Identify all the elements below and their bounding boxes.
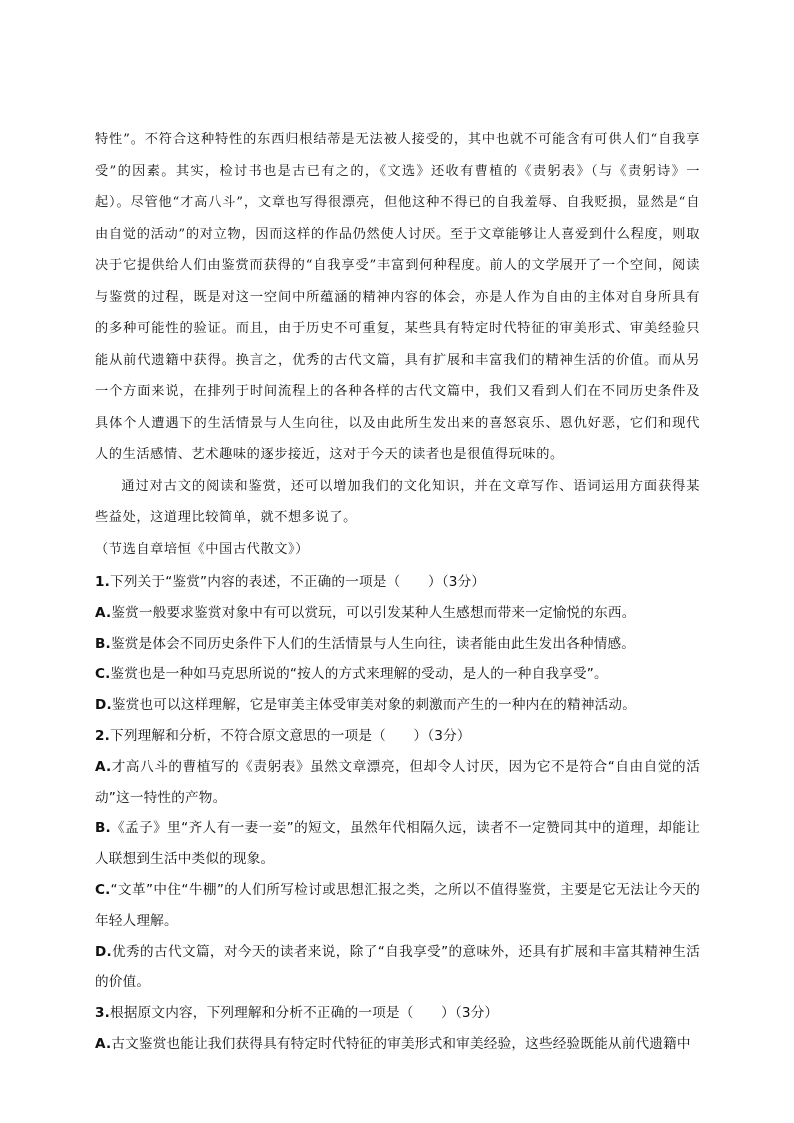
option-item [95,752,700,814]
option-text: 古文鉴赏也能让我们获得具有特定时代特征的审美形式和审美经验，这些经验既能从前代遗籍中 [111,1035,691,1052]
option-text: 《孟子》里“齐人有一妻一妾”的短文，虽然年代相隔久远，读者不一定赞同其中的道理，却能让人联想到生活中类似的现象。 [95,820,700,868]
option-text: 鉴赏是体会不同历史条件下人们的生活情景与人生向往，读者能由此生发出各种情感。 [110,635,636,652]
option-item [95,598,700,629]
option-text: 才高八斗的曹植写的《责躬表》虽然文章漂亮，但却令人讨厌，因为它不是符合“自由自觉的活动”这一特性的产物。 [95,758,700,806]
option-item [95,813,700,875]
option-item [95,1029,700,1060]
option-label: A. [95,604,112,621]
questions-section [95,567,700,1060]
question-text: 根据原文内容，下列理解和分析不正确的一项是（ ）（3分） [110,1005,499,1022]
question-text: 下列理解和分析，不符合原文意思的一项是（ ）（3分） [110,727,471,744]
option-text: 鉴赏一般要求鉴赏对象中有可以赏玩，可以引发某种人生感想而带来一定愉悦的东西。 [111,604,636,621]
passage-paragraph-2: 通过对古文的阅读和鉴赏，还可以增加我们的文化知识，并在文章写作、语词运用方面获得某些益处，这道理比较简单，就不想多说了。 [95,478,700,525]
option-label: A. [95,1035,112,1052]
option-label: C. [95,881,111,898]
option-item [95,937,700,999]
option-label: B. [95,635,111,652]
question-1 [95,567,700,721]
option-item [95,629,700,660]
option-text: 优秀的古代文篇，对今天的读者来说，除了“自我享受”的意味外，还具有扩展和丰富其精神生活的价值。 [95,943,700,991]
option-item [95,690,700,721]
option-label: D. [95,697,112,714]
option-label: B. [95,820,111,837]
passage-paragraph-1: 特性”。不符合这种特性的东西归根结蒂是无法被人接受的，其中也就不可能含有可供人们“自我享受”的因素。其实，检讨书也是古已有之的，《文选》还收有曹植的《责躬表》（与《责躬诗》一起）。尽管他“才高八斗”，文章也写得很漂亮，但他这种不得已的自我羞辱、自我贬损，显然是“自由自觉的活动”的对立物，因而这样的作品仍然使人讨厌。至于文章能够让人喜爱到什么程度，则取决于它提供给人们由鉴赏而获得的“自我享受”丰富到何种程度。前人的文学展开了一个空间，阅读与鉴赏的过程，既是对这一空间中所蕴涵的精神内容的体会，亦是人作为自由的主体对自身所具有的多种可能性的验证。而且，由于历史不可重复，某些具有特定时代特征的审美形式、审美经验只能从前代遗籍中获得。换言之，优秀的古代文篇，具有扩展和丰富我们的精神生活的价值。而从另一个方面来说，在排列于时间流程上的各种各样的古代文篇中，我们又看到人们在不同历史条件及具体个人遭遇下的生活情景与人生向往，以及由此所生发出来的喜怒哀乐、恩仇好恶，它们和现代人的生活感情、艺术趣味的逐步接近，这对于今天的读者也是很值得玩味的。 [95,132,700,462]
option-item [95,659,700,690]
question-stem [95,567,700,598]
question-2 [95,721,700,998]
question-3 [95,998,700,1060]
reading-passage [95,124,700,565]
question-stem [95,721,700,752]
option-label: C. [95,666,111,683]
question-number: 1. [95,574,111,590]
question-number: 3. [95,1005,111,1022]
option-text: “文革”中住“牛棚”的人们所写检讨或思想汇报之类，之所以不值得鉴赏，主要是它无法让今天的年轻人理解。 [95,881,700,929]
document-page [95,124,700,1060]
option-text: 鉴赏也是一种如马克思所说的“按人的方式来理解的受动，是人的一种自我享受”。 [110,666,608,683]
option-item [95,875,700,937]
option-label: D. [95,943,112,960]
question-stem [95,998,700,1029]
option-text: 鉴赏也可以这样理解，它是审美主体受审美对象的刺激而产生的一种内在的精神活动。 [111,697,637,714]
question-number: 2. [95,727,111,744]
option-label: A. [95,758,112,775]
question-text: 下列关于“鉴赏”内容的表述，不正确的一项是（ ）（3分） [110,574,486,590]
passage-source: （节选自章培恒《中国古代散文》） [95,541,309,557]
